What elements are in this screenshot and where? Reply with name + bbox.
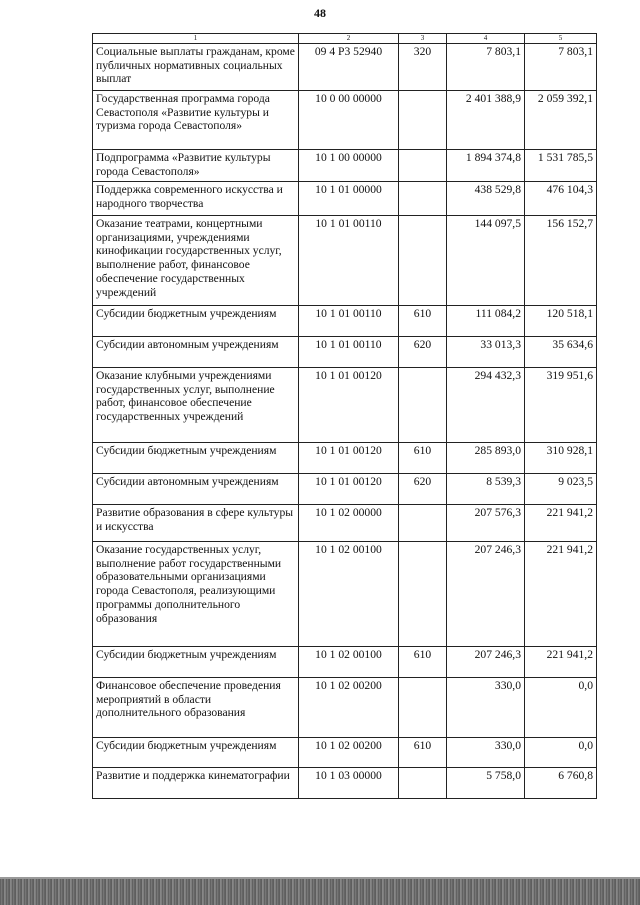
row-name: Развитие образования в сфере культуры и искусства <box>93 505 299 542</box>
row-name: Государственная программа города Севастополя «Развитие культуры и туризма города Севастополя» <box>93 91 299 150</box>
row-value-4: 144 097,5 <box>447 216 525 306</box>
row-name: Финансовое обеспечение проведения мероприятий в области дополнительного образования <box>93 678 299 738</box>
column-header-1: 1 <box>93 34 299 44</box>
row-value-4: 33 013,3 <box>447 337 525 368</box>
row-name: Субсидии бюджетным учреждениям <box>93 738 299 768</box>
row-expense-kind <box>399 368 447 443</box>
table-row <box>93 182 597 216</box>
row-target-code: 10 1 02 00100 <box>299 542 399 647</box>
table-row <box>93 678 597 738</box>
row-value-5: 120 518,1 <box>525 306 597 337</box>
row-target-code: 10 1 02 00200 <box>299 738 399 768</box>
column-number-row <box>93 34 597 44</box>
row-expense-kind: 620 <box>399 474 447 505</box>
row-target-code: 10 1 01 00120 <box>299 368 399 443</box>
row-name: Социальные выплаты гражданам, кроме публичных нормативных социальных выплат <box>93 44 299 91</box>
row-target-code: 10 0 00 00000 <box>299 91 399 150</box>
row-expense-kind: 610 <box>399 738 447 768</box>
column-header-2: 2 <box>299 34 399 44</box>
row-target-code: 10 1 01 00110 <box>299 216 399 306</box>
table-row <box>93 150 597 182</box>
row-expense-kind: 320 <box>399 44 447 91</box>
row-value-4: 438 529,8 <box>447 182 525 216</box>
scan-edge-noise <box>0 879 640 905</box>
table-row <box>93 542 597 647</box>
row-value-5: 310 928,1 <box>525 443 597 474</box>
row-expense-kind <box>399 542 447 647</box>
row-name: Субсидии автономным учреждениям <box>93 337 299 368</box>
row-value-5: 476 104,3 <box>525 182 597 216</box>
row-value-4: 294 432,3 <box>447 368 525 443</box>
table-row <box>93 474 597 505</box>
row-name: Субсидии автономным учреждениям <box>93 474 299 505</box>
row-value-5: 221 941,2 <box>525 542 597 647</box>
row-target-code: 10 1 02 00100 <box>299 647 399 678</box>
row-expense-kind: 620 <box>399 337 447 368</box>
row-value-5: 221 941,2 <box>525 505 597 542</box>
row-target-code: 10 1 02 00000 <box>299 505 399 542</box>
page-number: 48 <box>314 6 326 20</box>
row-value-4: 111 084,2 <box>447 306 525 337</box>
row-value-5: 2 059 392,1 <box>525 91 597 150</box>
row-target-code: 10 1 01 00110 <box>299 337 399 368</box>
row-target-code: 10 1 00 00000 <box>299 150 399 182</box>
row-name: Оказание государственных услуг, выполнение работ государственными образовательными организациями города Севастополя, реализующими программы дополнительного образования <box>93 542 299 647</box>
row-value-5: 156 152,7 <box>525 216 597 306</box>
row-value-4: 8 539,3 <box>447 474 525 505</box>
row-expense-kind <box>399 182 447 216</box>
row-value-4: 207 246,3 <box>447 542 525 647</box>
row-expense-kind: 610 <box>399 647 447 678</box>
table-row <box>93 443 597 474</box>
table-row <box>93 738 597 768</box>
row-value-4: 2 401 388,9 <box>447 91 525 150</box>
column-header-4: 4 <box>447 34 525 44</box>
row-value-5: 9 023,5 <box>525 474 597 505</box>
row-target-code: 10 1 01 00120 <box>299 443 399 474</box>
table-row <box>93 505 597 542</box>
row-value-4: 207 576,3 <box>447 505 525 542</box>
row-value-5: 0,0 <box>525 678 597 738</box>
row-name: Субсидии бюджетным учреждениям <box>93 443 299 474</box>
row-expense-kind: 610 <box>399 306 447 337</box>
row-name: Поддержка современного искусства и народного творчества <box>93 182 299 216</box>
table-row <box>93 44 597 91</box>
table-row <box>93 216 597 306</box>
table-row <box>93 368 597 443</box>
row-value-5: 6 760,8 <box>525 768 597 799</box>
row-name: Оказание клубными учреждениями государственных услуг, выполнение работ, финансовое обеспечение государственных учреждений <box>93 368 299 443</box>
row-value-4: 1 894 374,8 <box>447 150 525 182</box>
row-value-5: 1 531 785,5 <box>525 150 597 182</box>
row-expense-kind <box>399 505 447 542</box>
row-value-5: 35 634,6 <box>525 337 597 368</box>
row-expense-kind <box>399 91 447 150</box>
budget-table <box>92 33 597 799</box>
row-expense-kind <box>399 216 447 306</box>
row-value-5: 7 803,1 <box>525 44 597 91</box>
row-name: Развитие и поддержка кинематографии <box>93 768 299 799</box>
row-target-code: 10 1 01 00120 <box>299 474 399 505</box>
column-header-5: 5 <box>525 34 597 44</box>
row-value-4: 330,0 <box>447 678 525 738</box>
row-expense-kind <box>399 768 447 799</box>
row-target-code: 10 1 02 00200 <box>299 678 399 738</box>
row-name: Оказание театрами, концертными организациями, учреждениями кинофикации государственных услуг, выполнение работ, финансовое обеспечение государственных учреждений <box>93 216 299 306</box>
row-value-5: 319 951,6 <box>525 368 597 443</box>
row-target-code: 10 1 01 00110 <box>299 306 399 337</box>
row-target-code: 10 1 01 00000 <box>299 182 399 216</box>
row-value-5: 0,0 <box>525 738 597 768</box>
row-value-4: 207 246,3 <box>447 647 525 678</box>
row-value-5: 221 941,2 <box>525 647 597 678</box>
row-name: Субсидии бюджетным учреждениям <box>93 647 299 678</box>
row-target-code: 09 4 P3 52940 <box>299 44 399 91</box>
row-value-4: 285 893,0 <box>447 443 525 474</box>
table-row <box>93 91 597 150</box>
table-row <box>93 647 597 678</box>
row-value-4: 7 803,1 <box>447 44 525 91</box>
table-row <box>93 337 597 368</box>
table-row <box>93 306 597 337</box>
row-value-4: 330,0 <box>447 738 525 768</box>
row-name: Подпрограмма «Развитие культуры города Севастополя» <box>93 150 299 182</box>
table-row <box>93 768 597 799</box>
row-target-code: 10 1 03 00000 <box>299 768 399 799</box>
row-expense-kind: 610 <box>399 443 447 474</box>
row-expense-kind <box>399 150 447 182</box>
row-name: Субсидии бюджетным учреждениям <box>93 306 299 337</box>
column-header-3: 3 <box>399 34 447 44</box>
row-value-4: 5 758,0 <box>447 768 525 799</box>
row-expense-kind <box>399 678 447 738</box>
